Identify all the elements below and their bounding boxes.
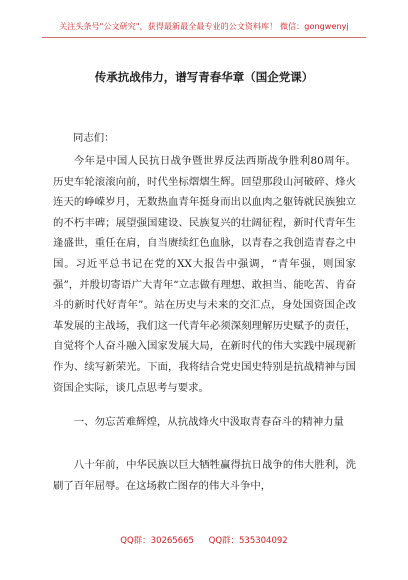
footer-contacts — [0, 534, 408, 546]
document-title: 传承抗战伟力，谱写青春华章（国企党课） — [94, 70, 314, 84]
footer-qq-group-1: QQ群：30265665 — [120, 536, 194, 546]
header-divider — [42, 37, 366, 38]
section-heading-text: 一、勿忘苦难辉煌，从抗战烽火中汲取青春奋斗的精神力量 — [73, 416, 344, 428]
paragraph-text: 今年是中国人民抗日战争暨世界反法西斯战争胜利80周年。历史车轮滚滚向前，时代坐标熠熠生辉。回望那段山河破碎、烽火连天的峥嵘岁月，无数热血青年挺身而出以血肉之躯铸就民族独立的不朽丰碑；展望强国建设、民族复兴的壮阔征程，新时代青年生逢盛世，重任在肩，自当赓续红色血脉，以青春之我创造青春之中国。习近平总书记在党的XX大报告中强调，“青年强，则国家强”，并殷切寄语广大青年“立志做有理想、敢担当、能吃苦、肯奋斗的新时代好青年”。站在历史与未来的交汇点，身处国资国企改革发展的主战场，我们这一代青年必须深刻理解历史赋予的责任，自觉将个人奋斗融入国家发展大局，在新时代的伟大实践中展现新作为、续写新荣光。下面，我将结合党史国史特别是抗战精神与国资国企实际，谈几点思考与要求。 — [53, 155, 356, 394]
paragraph-section-one — [53, 455, 356, 496]
header-notice: 关注头条号"公文研究"，获得最新最全最专业的公文资料库！ 微信：gongwenyj — [59, 22, 349, 31]
paragraph-text: 八十年前，中华民族以巨大牺牲赢得抗日战争的伟大胜利，洗刷了百年屈辱。在这场救亡图存的伟大斗争中， — [53, 459, 356, 492]
salutation: 同志们： — [73, 132, 115, 144]
section-heading — [53, 412, 356, 433]
paragraph-intro — [53, 151, 356, 398]
footer-qq-group-2: QQ群：535304092 — [208, 536, 288, 546]
